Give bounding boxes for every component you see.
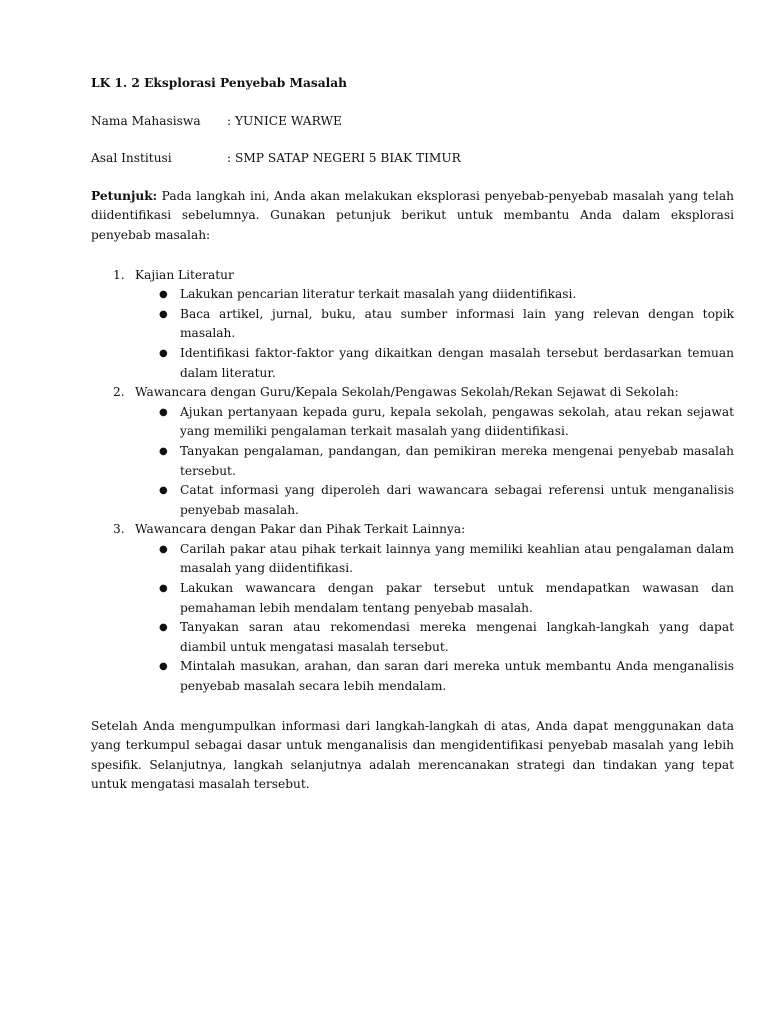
step-number: 2.: [113, 385, 125, 400]
step-sublist: [135, 403, 734, 521]
steps-list: [91, 266, 734, 697]
list-item-text: Identifikasi faktor-faktor yang dikaitkan dengan masalah tersebut berdasarkan temuan dalam literatur.: [180, 345, 734, 380]
step-title: Wawancara dengan Guru/Kepala Sekolah/Pengawas Sekolah/Rekan Sejawat di Sekolah:: [135, 385, 679, 400]
list-item: [135, 285, 734, 305]
step-item: [91, 383, 734, 520]
institution-row: [91, 149, 734, 169]
bullet-icon: ●: [159, 406, 168, 418]
list-item: [135, 442, 734, 481]
student-name-label: Nama Mahasiswa: [91, 113, 201, 128]
list-item-text: Carilah pakar atau pihak terkait lainnya yang memiliki keahlian atau pengalaman dalam masalah yang diidentifikasi.: [180, 541, 734, 576]
bullet-icon: ●: [159, 308, 168, 320]
step-title: Kajian Literatur: [135, 267, 234, 282]
list-item: [135, 403, 734, 442]
bullet-icon: ●: [159, 445, 168, 457]
bullet-icon: ●: [159, 485, 168, 497]
list-item-text: Catat informasi yang diperoleh dari wawancara sebagai referensi untuk menganalisis penyebab masalah.: [180, 483, 734, 517]
list-item: [135, 305, 734, 344]
student-name-value: : YUNICE WARWE: [227, 113, 342, 128]
step-sublist: [135, 540, 734, 697]
list-item-text: Lakukan wawancara dengan pakar tersebut untuk mendapatkan wawasan dan pemahaman lebih mendalam tentang penyebab masalah.: [180, 581, 734, 615]
bullet-icon: ●: [159, 622, 168, 634]
list-item-text: Ajukan pertanyaan kepada guru, kepala sekolah, pengawas sekolah, atau rekan sejawat yang memiliki pengalaman terkait masalah yang diidentifikasi.: [180, 404, 734, 439]
student-name-row: [91, 112, 734, 132]
conclusion-paragraph: Setelah Anda mengumpulkan informasi dari langkah-langkah di atas, Anda dapat menggunakan data yang terkumpul sebagai dasar untuk menganalisis dan mengidentifikasi penyebab masalah yang lebih spesifik. Selanjutnya, langkah selanjutnya adalah merencanakan strategi dan tindakan yang tepat untuk mengatasi masalah tersebut.: [91, 718, 734, 792]
bullet-icon: ●: [159, 661, 168, 673]
bullet-icon: ●: [159, 583, 168, 595]
list-item-text: Tanyakan pengalaman, pandangan, dan pemikiran mereka mengenai penyebab masalah tersebut.: [180, 443, 734, 478]
list-item: [135, 657, 734, 696]
step-item: [91, 266, 734, 384]
document-title: LK 1. 2 Eksplorasi Penyebab Masalah: [91, 76, 348, 90]
list-item: [135, 540, 734, 579]
list-item-text: Lakukan pencarian literatur terkait masalah yang diidentifikasi.: [180, 287, 577, 302]
list-item: [135, 344, 734, 383]
list-item: [135, 579, 734, 618]
list-item-text: Baca artikel, jurnal, buku, atau sumber informasi lain yang relevan dengan topik masalah.: [180, 306, 734, 341]
step-number: 1.: [113, 267, 125, 282]
institution-value: : SMP SATAP NEGERI 5 BIAK TIMUR: [227, 151, 461, 166]
list-item-text: Mintalah masukan, arahan, dan saran dari mereka untuk membantu Anda menganalisis penyebab masalah secara lebih mendalam.: [180, 659, 734, 694]
list-item: [135, 481, 734, 520]
instructions-paragraph: [91, 187, 734, 246]
list-item: [135, 618, 734, 657]
instructions-text: Pada langkah ini, Anda akan melakukan eksplorasi penyebab-penyebab masalah yang telah diidentifikasi sebelumnya. Gunakan petunjuk berikut untuk membantu Anda dalam eksplorasi penyebab masalah:: [91, 188, 734, 242]
bullet-icon: ●: [159, 289, 168, 301]
step-title: Wawancara dengan Pakar dan Pihak Terkait Lainnya:: [135, 522, 466, 537]
step-item: [91, 520, 734, 696]
step-sublist: [135, 285, 734, 383]
step-number: 3.: [113, 522, 125, 537]
instructions-label: Petunjuk:: [91, 188, 158, 203]
bullet-icon: ●: [159, 543, 168, 555]
bullet-icon: ●: [159, 347, 168, 359]
institution-label: Asal Institusi: [91, 151, 172, 166]
list-item-text: Tanyakan saran atau rekomendasi mereka mengenai langkah-langkah yang dapat diambil untuk mengatasi masalah tersebut.: [180, 620, 734, 654]
